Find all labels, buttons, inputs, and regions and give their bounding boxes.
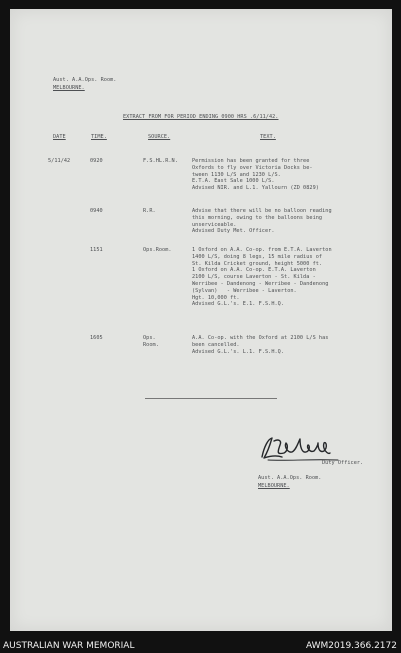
entry-1-date: 5/11/42 [48,158,71,164]
entry-3-source: Ops.Room. [143,247,172,253]
entry-1-source: F.S.HL.R.N. [143,158,178,164]
entry-2-text: Advise that there will be no balloon reading this morning, owing to the balloons being unserviceable. Advised Duty Met. Officer. [192,208,332,235]
divider-line [145,398,277,399]
footer-accession-number: AWM2019.366.2172 [305,641,397,651]
handwritten-signature [258,433,346,463]
entry-3-text: 1 Oxford on A.A. Co-op. from E.T.A. Laverton 1400 L/S, doing 8 legs, 15 mile radius of St. Kilda Cricket ground, height 5000 ft. 1 Oxford on A.A. Co-op. E.T.A. Laverton 2100 L/S, course Laverton - St. Kilda - Werribee - Dandenong - Werribee - Dandenong (Sylvan) - Werribee - Laverton. Hgt. 10,000 ft. Advised G.L.'s. E.1. F.S.H.Q. [192,247,332,308]
column-header-text: TEXT. [260,134,276,140]
footer-institution: AUSTRALIAN WAR MEMORIAL [3,641,135,651]
document-sheet [10,9,392,631]
column-header-time: TIME. [91,134,107,140]
signoff-line-2: MELBOURNE. [258,483,290,489]
from-line-1: Aust. A.A.Ops. Room. [53,77,117,83]
column-header-source: SOURCE. [148,134,171,140]
entry-4-time: 1605 [90,335,103,341]
document-title: EXTRACT FROM FOR PERIOD ENDING 0900 HRS .6/11/42. [123,114,279,120]
footer-bar [0,633,401,653]
entry-1-text: Permission has been granted for three Oxfords to fly over Victoria Docks be- tween 1130 L/S and 1230 L/S. E.T.A. East Sale 1000 L/S. Advised NIR. and L.1. Yallourn (ZD 0829) [192,158,319,192]
from-line-2: MELBOURNE. [53,85,85,91]
column-header-date: DATE [53,134,66,140]
entry-1-time: 0920 [90,158,103,164]
entry-3-time: 1151 [90,247,103,253]
signature-role: Duty Officer. [322,460,364,466]
entry-4-text: A.A. Co-op. with the Oxford at 2100 L/S has been cancelled. Advised G.L.'s. L.1. F.S.H.Q. [192,335,329,355]
signoff-line-1: Aust. A.A.Ops. Room. [258,475,322,481]
entry-4-source: Ops. Room. [143,335,159,348]
entry-2-source: R.R. [143,208,156,214]
entry-2-time: 0940 [90,208,103,214]
